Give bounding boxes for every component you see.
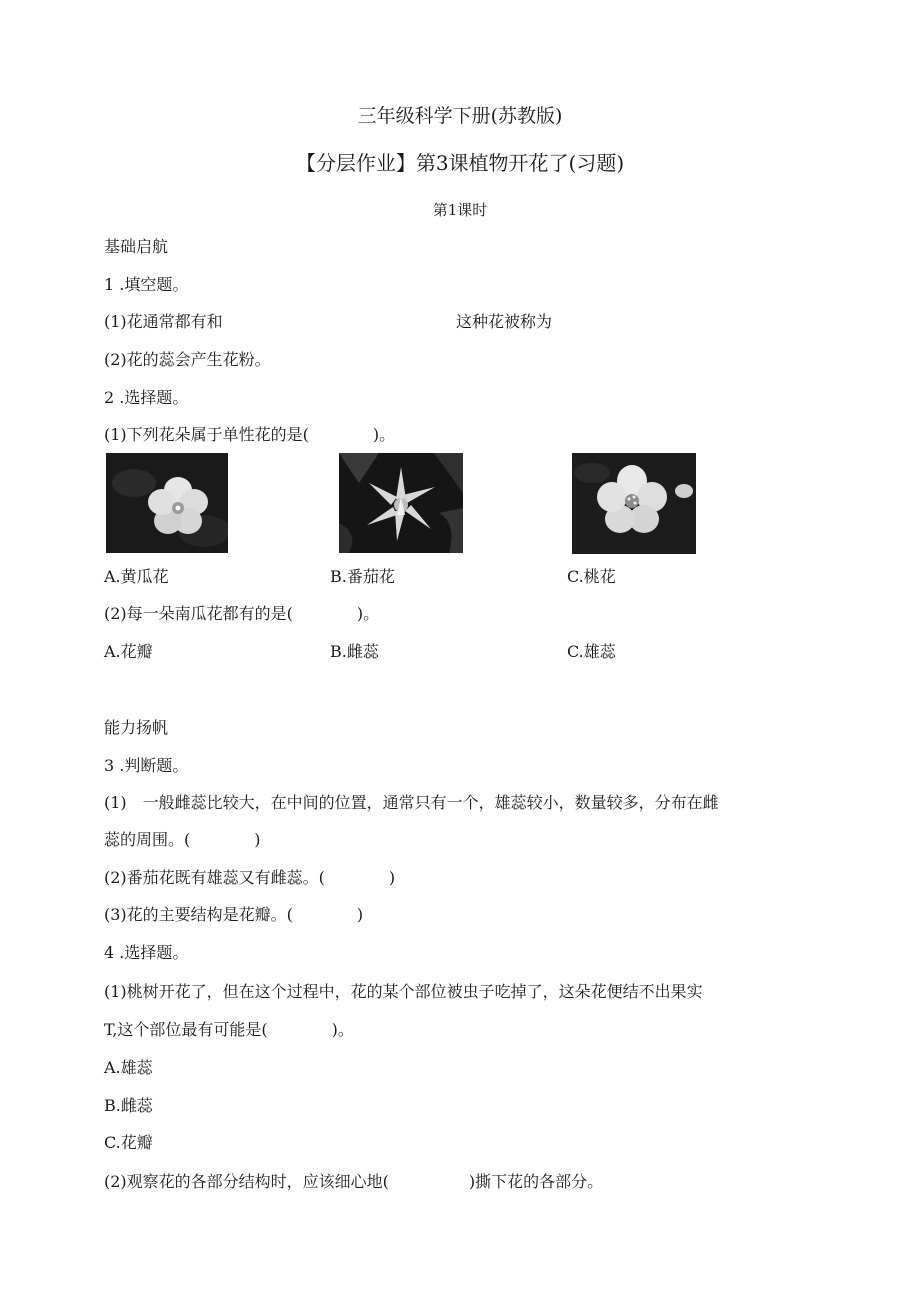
question-3-3: (3)花的主要结构是花瓣。( ) bbox=[104, 905, 364, 924]
section-heading-basic: 基础启航 bbox=[104, 237, 169, 256]
document-subtitle: 【分层作业】第3课植物开花了(习题) bbox=[295, 151, 625, 175]
question-3-1-line-a: (1) 一般雌蕊比较大，在中间的位置，通常只有一个，雄蕊较小，数量较多，分布在雌 bbox=[104, 793, 719, 812]
cucumber-flower-image bbox=[106, 453, 228, 553]
question-4-label: 4 .选择题。 bbox=[104, 943, 189, 962]
document-title: 三年级科学下册(苏教版) bbox=[357, 105, 563, 127]
question-2-label: 2 .选择题。 bbox=[104, 388, 189, 407]
question-1-2: (2)花的蕊会产生花粉。 bbox=[104, 350, 271, 369]
lesson-label: 第1课时 bbox=[432, 201, 488, 219]
q2-2-option-a: A.花瓣 bbox=[104, 642, 153, 661]
q2-1-option-b: B.番茄花 bbox=[330, 567, 395, 586]
question-1-1-part-a: (1)花通常都有和 bbox=[104, 312, 223, 331]
question-1-1-part-b: 这种花被称为 bbox=[456, 312, 553, 331]
question-4-2: (2)观察花的各部分结构时，应该细心地( )撕下花的各部分。 bbox=[104, 1172, 604, 1191]
peach-flower-image bbox=[572, 453, 696, 554]
question-4-1-line-a: (1)桃树开花了，但在这个过程中，花的某个部位被虫子吃掉了，这朵花便结不出果实 bbox=[104, 982, 703, 1001]
question-3-label: 3 .判断题。 bbox=[104, 756, 189, 775]
q4-1-option-b: B.雌蕊 bbox=[104, 1096, 153, 1115]
q4-1-option-a: A.雄蕊 bbox=[104, 1058, 153, 1077]
q2-2-option-b: B.雌蕊 bbox=[330, 642, 379, 661]
q2-1-option-a: A.黄瓜花 bbox=[104, 567, 169, 586]
q2-1-option-c: C.桃花 bbox=[567, 567, 616, 586]
q4-1-option-c: C.花瓣 bbox=[104, 1133, 153, 1152]
question-3-2: (2)番茄花既有雄蕊又有雌蕊。( ) bbox=[104, 868, 396, 887]
section-heading-ability: 能力扬帆 bbox=[104, 718, 169, 737]
question-2-1-stem: (1)下列花朵属于单性花的是( )。 bbox=[104, 425, 396, 444]
tomato-flower-image bbox=[339, 453, 463, 553]
question-2-2-stem: (2)每一朵南瓜花都有的是( )。 bbox=[104, 604, 380, 623]
question-3-1-line-b: 蕊的周围。( ) bbox=[104, 830, 261, 849]
question-1-label: 1 .填空题。 bbox=[104, 275, 189, 294]
question-4-1-line-b: T,这个部位最有可能是( )。 bbox=[104, 1020, 354, 1039]
q2-2-option-c: C.雄蕊 bbox=[567, 642, 616, 661]
